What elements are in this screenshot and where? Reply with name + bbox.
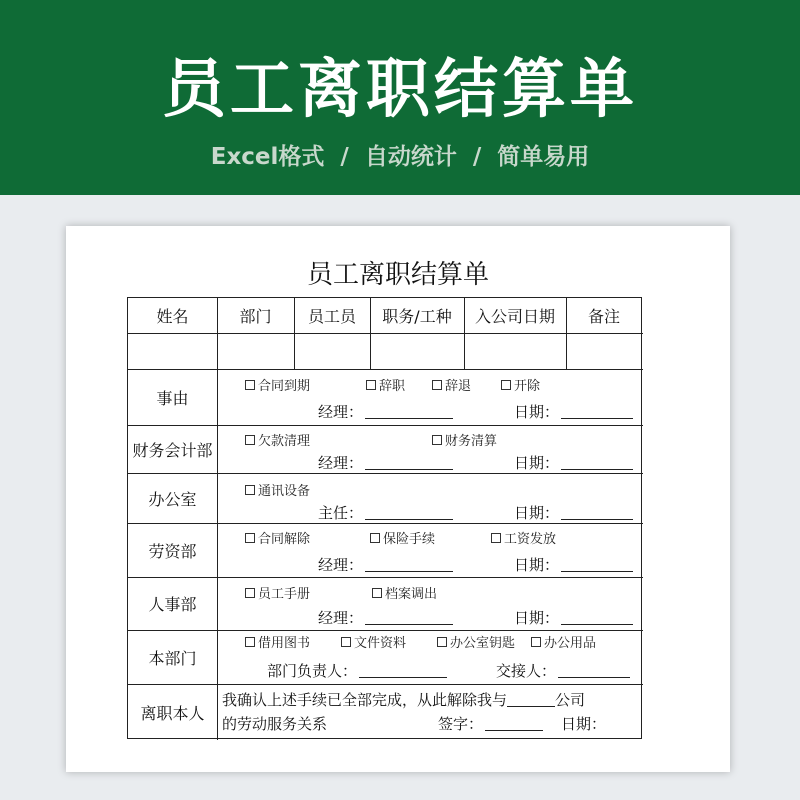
- signature-field[interactable]: [318, 607, 453, 628]
- checkbox-option[interactable]: [370, 528, 435, 547]
- signature-line[interactable]: [485, 729, 543, 731]
- checkbox-icon[interactable]: [245, 533, 255, 543]
- checkbox-option[interactable]: [501, 375, 540, 394]
- checkbox-icon[interactable]: [245, 588, 255, 598]
- date-label: 日期：: [514, 454, 560, 472]
- date-label: 日期：: [514, 556, 560, 574]
- signature-line[interactable]: [359, 676, 447, 678]
- company-blank-line[interactable]: [507, 705, 555, 707]
- date-line[interactable]: [561, 417, 633, 419]
- checkbox-option[interactable]: [245, 528, 310, 547]
- date-line[interactable]: [561, 468, 633, 470]
- signature-label: 经理：: [318, 403, 364, 421]
- signature-field[interactable]: [318, 401, 453, 422]
- signature-line[interactable]: [365, 468, 453, 470]
- handover-field[interactable]: [496, 660, 630, 681]
- checkbox-icon[interactable]: [372, 588, 382, 598]
- option-label: 辞退: [445, 379, 472, 394]
- date-field[interactable]: [514, 401, 633, 422]
- row-label-office: 办公室: [148, 489, 197, 509]
- checkbox-icon[interactable]: [341, 637, 351, 647]
- checkbox-option[interactable]: [245, 430, 310, 449]
- signature-field[interactable]: [318, 554, 453, 575]
- checkbox-option[interactable]: [491, 528, 556, 547]
- handover-line[interactable]: [558, 676, 630, 678]
- banner-separator: /: [472, 144, 482, 170]
- header-position: 职务/工种: [382, 307, 452, 326]
- header-employee: 员工员: [307, 307, 356, 326]
- signature-field[interactable]: [318, 452, 453, 473]
- column-divider: [217, 298, 218, 740]
- banner-separator: /: [340, 144, 349, 170]
- signature-label: 经理：: [318, 454, 364, 472]
- banner-feature-format: Excel格式: [210, 144, 325, 170]
- signature-field[interactable]: [318, 502, 453, 523]
- option-label: 合同解除: [258, 532, 311, 547]
- date-field[interactable]: [514, 452, 633, 473]
- checkbox-option[interactable]: [372, 583, 437, 602]
- option-label: 保险手续: [383, 532, 436, 547]
- declaration-text-end: 公司: [555, 691, 586, 709]
- declaration-line-2: 的劳动服务关系: [222, 715, 328, 733]
- signature-field[interactable]: [267, 660, 447, 681]
- date-label: 日期：: [561, 715, 607, 733]
- checkbox-icon[interactable]: [432, 435, 442, 445]
- header-name: 姓名: [156, 307, 189, 326]
- option-label: 办公室钥匙: [450, 636, 516, 651]
- checkbox-option[interactable]: [531, 632, 596, 651]
- date-field[interactable]: [514, 554, 633, 575]
- signature-label: 部门负责人：: [267, 662, 358, 680]
- checkbox-icon[interactable]: [432, 380, 442, 390]
- option-label: 办公用品: [544, 636, 597, 651]
- row-label-labor: 劳资部: [148, 541, 197, 561]
- row-label-department: 本部门: [148, 648, 197, 668]
- checkbox-option[interactable]: [245, 375, 310, 394]
- declaration-text: 我确认上述手续已全部完成，从此解除我与: [222, 691, 508, 709]
- option-label: 工资发放: [504, 532, 557, 547]
- signature-line[interactable]: [365, 623, 453, 625]
- signature-label: 经理：: [318, 556, 364, 574]
- signature-label: 签字：: [438, 715, 484, 733]
- date-label: 日期：: [514, 403, 560, 421]
- checkbox-icon[interactable]: [370, 533, 380, 543]
- checkbox-icon[interactable]: [501, 380, 511, 390]
- row-label-finance: 财务会计部: [132, 440, 213, 460]
- option-label: 借用图书: [258, 636, 311, 651]
- option-label: 档案调出: [385, 587, 438, 602]
- checkbox-icon[interactable]: [245, 435, 255, 445]
- checkbox-icon[interactable]: [531, 637, 541, 647]
- header-department: 部门: [239, 307, 272, 326]
- date-line[interactable]: [561, 518, 633, 520]
- banner-subtitle: [0, 138, 800, 171]
- option-label: 员工手册: [258, 587, 311, 602]
- date-field[interactable]: [514, 502, 633, 523]
- form-title: 员工离职结算单: [306, 260, 489, 290]
- option-label: 开除: [514, 379, 541, 394]
- checkbox-option[interactable]: [245, 583, 310, 602]
- declaration-line-1: [222, 689, 585, 710]
- checkbox-option[interactable]: [245, 480, 310, 499]
- banner: [0, 0, 800, 195]
- row-label-employee-self: 离职本人: [140, 703, 205, 723]
- checkbox-icon[interactable]: [437, 637, 447, 647]
- signature-line[interactable]: [365, 518, 453, 520]
- banner-feature-easy: 简单易用: [497, 144, 590, 170]
- form-paper: [66, 226, 730, 772]
- checkbox-option[interactable]: [432, 375, 471, 394]
- date-line[interactable]: [561, 570, 633, 572]
- option-label: 欠款清理: [258, 434, 311, 449]
- date-field[interactable]: [514, 607, 633, 628]
- checkbox-option[interactable]: [437, 632, 515, 651]
- header-join-date: 入公司日期: [474, 307, 555, 326]
- option-label: 财务清算: [445, 434, 498, 449]
- checkbox-option[interactable]: [245, 632, 310, 651]
- date-label: 日期：: [514, 504, 560, 522]
- signature-line[interactable]: [365, 570, 453, 572]
- option-label: 辞职: [379, 379, 406, 394]
- row-label-reason: 事由: [156, 388, 189, 408]
- checkbox-icon[interactable]: [245, 485, 255, 495]
- checkbox-icon[interactable]: [491, 533, 501, 543]
- form-table: [127, 297, 642, 739]
- signature-label: 主任：: [318, 504, 364, 522]
- checkbox-option[interactable]: [341, 632, 406, 651]
- banner-feature-auto: 自动统计: [364, 144, 457, 170]
- option-label: 合同到期: [258, 379, 311, 394]
- signature-label: 经理：: [318, 609, 364, 627]
- handover-label: 交接人：: [496, 662, 557, 680]
- option-label: 通讯设备: [258, 484, 311, 499]
- checkbox-icon[interactable]: [366, 380, 376, 390]
- date-line[interactable]: [561, 623, 633, 625]
- signature-line[interactable]: [365, 417, 453, 419]
- header-remarks: 备注: [587, 307, 620, 326]
- date-label: 日期：: [514, 609, 560, 627]
- option-label: 文件资料: [354, 636, 407, 651]
- row-label-hr: 人事部: [148, 595, 197, 614]
- checkbox-icon[interactable]: [245, 380, 255, 390]
- employee-date-field: [561, 713, 606, 734]
- employee-signature-field[interactable]: [438, 713, 543, 734]
- banner-title: 员工离职结算单: [162, 53, 638, 127]
- checkbox-icon[interactable]: [245, 637, 255, 647]
- checkbox-option[interactable]: [366, 375, 405, 394]
- checkbox-option[interactable]: [432, 430, 497, 449]
